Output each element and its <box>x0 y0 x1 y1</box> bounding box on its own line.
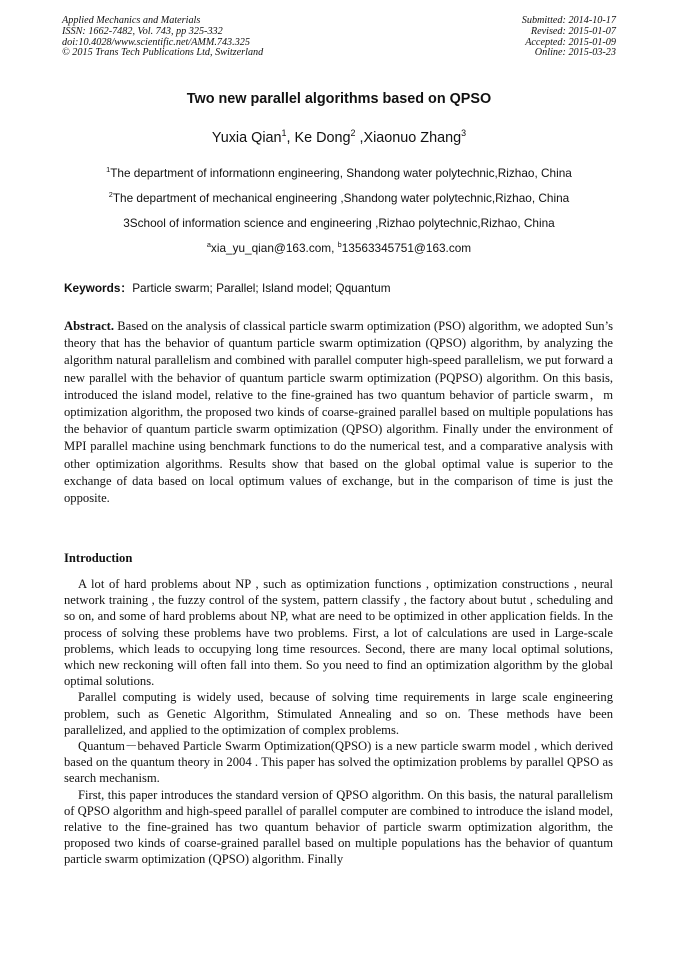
paragraph: A lot of hard problems about NP , such as optimization functions , optimization constructions , neural network training , the fuzzy control of the system, pattern classify , the factory about butut , scheduling and so on, and some of hard problems about NP, what are need to be optimized in other application fields. In the process of solving these problems have two problems. First, a lot of calculations are used in Large-scale problems, which leads to occupying long time resources. Second, there are many local optimal solutions, which new reckoning will often fall into them. So you need to find an optimization algorithm by the global optimal solutions. <box>64 577 613 689</box>
author-superscript: 2 <box>350 128 356 139</box>
date-revised: Revised: 2015-01-07 <box>530 25 616 37</box>
paragraph: Quantum－behaved Particle Swarm Optimization(QPSO) is a new particle swarm model , which derived based on the quantum theory in 2004 . This paper has solved the optimization problems by parallel QPSO as search mechanism. <box>64 739 613 786</box>
keywords-text: Particle swarm; Parallel; Island model; Qquantum <box>132 281 391 295</box>
journal-info <box>62 16 263 59</box>
affiliation-3 <box>0 216 678 230</box>
paragraph: Parallel computing is widely used, because of solving time requirements in large scale engineering problem, such as Genetic Algorithm, Stimulated Annealing and so on. These methods have been parallelized, and applied to the optimization of complex problems. <box>64 690 613 737</box>
affiliation-superscript: 1 <box>106 165 111 175</box>
author-list <box>0 130 678 146</box>
paragraph: First, this paper introduces the standard version of QPSO algorithm. On this basis, the natural parallelism of QPSO algorithm and high-speed parallel of parallel computer are combined to introduce the island model, relative to the fine-grained has two quantum behavior of particle swarm optimization algorithm, the proposed two kinds of coarse-grained parallel based on multiple populations has the behavior of quantum particle swarm optimization (QPSO) algorithm. Finally <box>64 787 613 867</box>
affiliation-text: 3School of information science and engineering ,Rizhao polytechnic,Rizhao, China <box>123 216 555 230</box>
author-superscript: 3 <box>461 128 467 139</box>
date-submitted: Submitted: 2014-10-17 <box>521 15 616 26</box>
abstract <box>64 318 613 507</box>
keywords-label: Keywords： <box>64 281 133 295</box>
email-superscript: a <box>206 240 211 250</box>
author-emails <box>0 241 678 255</box>
paper-title: Two new parallel algorithms based on QPSO <box>186 91 492 107</box>
keywords <box>64 279 391 296</box>
author-name: Yuxia Qian <box>211 130 282 146</box>
journal-copyright: © 2015 Trans Tech Publications Ltd, Switzerland <box>62 47 264 59</box>
section-heading-introduction: Introduction <box>64 551 133 565</box>
abstract-text: Based on the analysis of classical particle swarm optimization (PSO) algorithm, we adopted Sun’s theory that has the behavior of quantum particle swarm optimization (QPSO) algorithm, by analyzing the algorithm natural parallelism and combined with parallel computer high-speed parallelism, we put forward a new parallel with the behavior of quantum particle swarm optimization (PQPSO) algorithm. On this basis, introduced the island model, relative to the fine-grained has two quantum behavior of particle swarm，m optimization algorithm, the proposed two kinds of coarse-grained parallel based on multiple populations has the behavior of quantum particle swarm optimization (QPSO) algorithm. Finally under the environment of MPI parallel machine using benchmark functions to do the numerical test, and a comparative analysis with other optimization algorithms. Results show that based on the global optimal value is superior to the exchange of data based on local optimum values of exchange, but in the comparison of time is just the opposite. <box>64 319 613 506</box>
email-superscript: b <box>337 240 342 250</box>
affiliation-superscript: 2 <box>108 190 113 200</box>
date-accepted: Accepted: 2015-01-09 <box>525 36 616 48</box>
journal-issn: ISSN: 1662-7482, Vol. 743, pp 325-332 <box>62 25 223 37</box>
author-name: ,Xiaonuo Zhang <box>355 130 462 146</box>
date-online: Online: 2015-03-23 <box>534 47 616 59</box>
affiliation-2 <box>0 191 678 205</box>
abstract-label: Abstract. <box>64 319 115 333</box>
affiliation-text: The department of mechanical engineering ,Shandong water polytechnic,Rizhao, China <box>112 191 570 205</box>
introduction-body <box>64 576 613 868</box>
submission-dates <box>522 16 616 59</box>
affiliation-text: The department of informationn engineering, Shandong water polytechnic,Rizhao, China <box>110 166 572 180</box>
email-link[interactable]: 13563345751@163.com <box>341 241 472 255</box>
journal-doi: doi:10.4028/www.scientific.net/AMM.743.325 <box>62 36 250 48</box>
author-name: , Ke Dong <box>286 130 351 146</box>
email-link[interactable]: xia_yu_qian@163.com, <box>210 241 338 255</box>
journal-name: Applied Mechanics and Materials <box>62 15 201 26</box>
author-superscript: 1 <box>281 128 287 139</box>
affiliation-1 <box>0 166 678 180</box>
